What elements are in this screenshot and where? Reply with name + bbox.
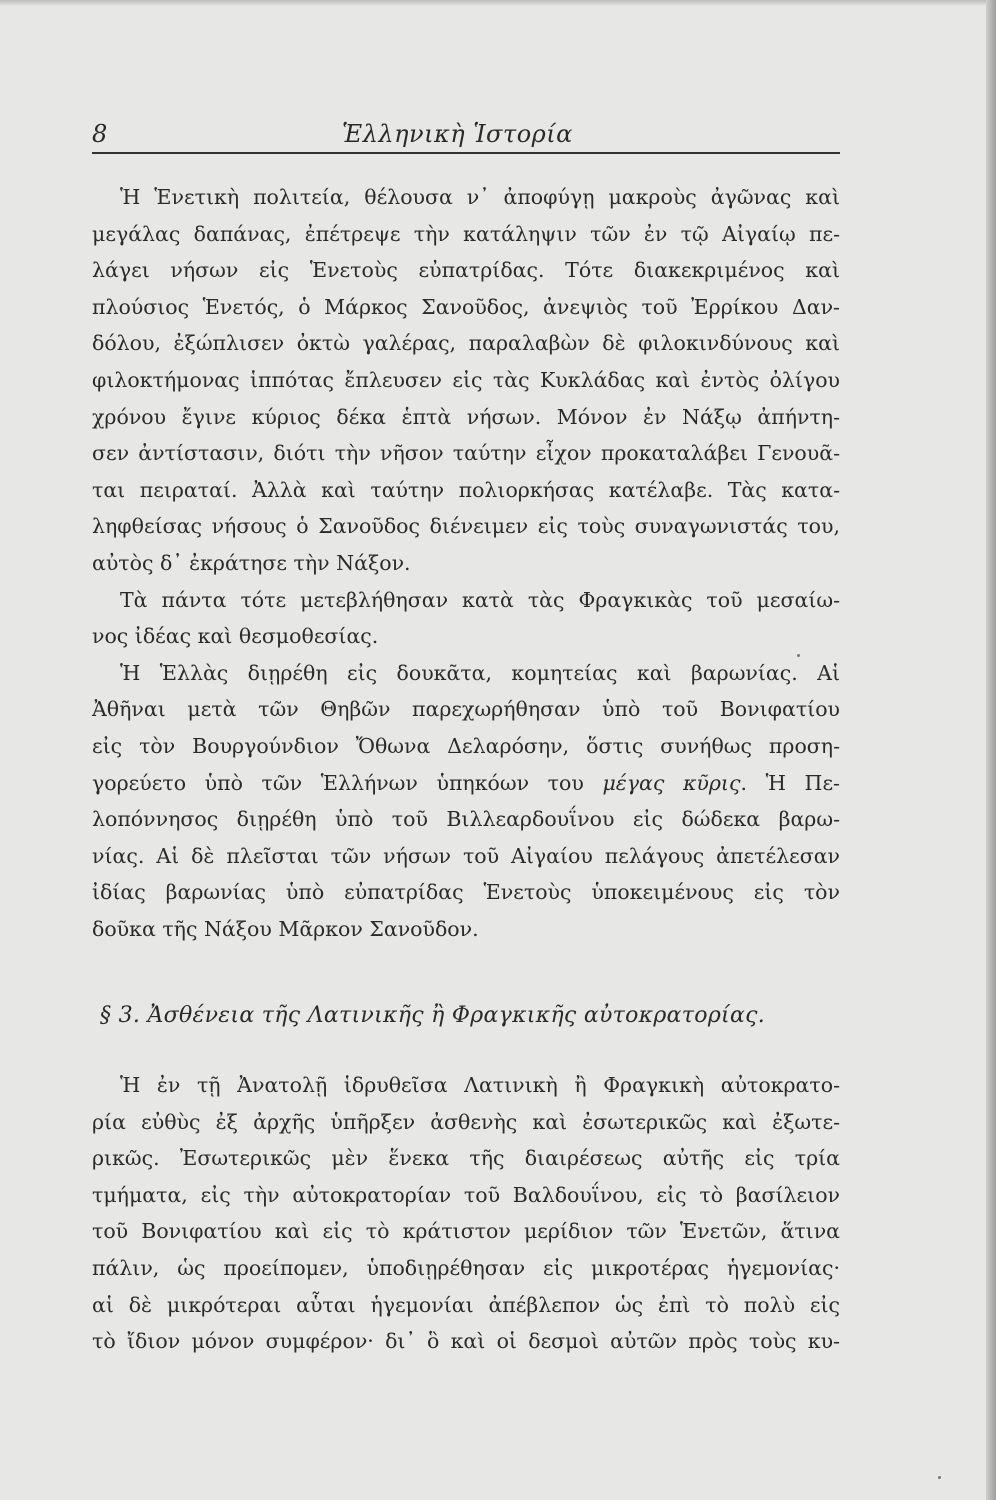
text-line: εἰς τὸν Βουργούνδιον Ὄθωνα Δελαρόσην, ὅστις συνήθως προση- bbox=[92, 733, 840, 758]
text-line: χρόνου ἔγινε κύριος δέκα ἑπτὰ νήσων. Μόνον ἐν Νάξῳ ἀπήντη- bbox=[92, 404, 840, 429]
text-line: τμήματα, εἰς τὴν αὐτοκρατορίαν τοῦ Βαλδουΐνου, εἰς τὸ βασίλειον bbox=[92, 1182, 840, 1207]
text-line: λάγει νήσων εἰς Ἑνετοὺς εὐπατρίδας. Τότε διακεκριμένος καὶ bbox=[92, 258, 840, 283]
text-line: Ἡ Ἑνετικὴ πολιτεία, θέλουσα ν᾽ ἀποφύγῃ μακροὺς ἀγῶνας καὶ bbox=[120, 185, 840, 209]
text-line: Ἀθῆναι μετὰ τῶν Θηβῶν παρεχωρήθησαν ὑπὸ τοῦ Βονιφατίου bbox=[92, 697, 840, 722]
page-edge-shadow bbox=[986, 0, 996, 1500]
page-number: 8 bbox=[92, 120, 108, 148]
text-line: αὐτὸς δ᾽ ἐκράτησε τὴν Νάξον. bbox=[92, 550, 411, 575]
text-line: λοπόννησος διῃρέθη ὑπὸ τοῦ Βιλλεαρδουΐνου εἰς δώδεκα βαρω- bbox=[92, 807, 840, 832]
text-line-start: γορεύετο ὑπὸ τῶν Ἑλλήνων ὑπηκόων του bbox=[92, 770, 603, 795]
text-line: πάλιν, ὡς προείπομεν, ὑποδιῃρέθησαν εἰς μικροτέρας ἡγεμονίας· bbox=[92, 1255, 840, 1280]
text-block-section-3 bbox=[92, 1067, 840, 1360]
text-line: φιλοκτήμονας ἱππότας ἔπλευσεν εἰς τὰς Κυκλάδας καὶ ἐντὸς ὀλίγου bbox=[92, 367, 840, 392]
italic-phrase: μέγας κῦρις bbox=[602, 770, 741, 795]
text-line: ληφθείσας νήσους ὁ Σανοῦδος διένειμεν εἰς τοὺς συναγωνιστάς του, bbox=[92, 514, 840, 539]
running-header bbox=[92, 116, 840, 152]
text-line: ρικῶς. Ἐσωτερικῶς μὲν ἕνεκα τῆς διαιρέσεως αὐτῆς εἰς τρία bbox=[92, 1146, 840, 1171]
running-title: Ἑλληνικὴ Ἱστορία bbox=[342, 120, 573, 148]
text-line: νος ἰδέας καὶ θεσμοθεσίας. bbox=[92, 624, 379, 649]
text-line: σεν ἀντίστασιν, διότι τὴν νῆσον ταύτην εἶχον προκαταλάβει Γενουᾶ- bbox=[92, 441, 840, 466]
paper-speck bbox=[938, 1476, 941, 1479]
text-line: Ἡ ἐν τῇ Ἀνατολῇ ἱδρυθεῖσα Λατινικὴ ἢ Φραγκικὴ αὐτοκρατο- bbox=[120, 1073, 840, 1097]
text-line: τὸ ἴδιον μόνον συμφέρον· δι᾽ ὃ καὶ οἱ δεσμοὶ αὐτῶν πρὸς τοὺς κυ- bbox=[92, 1329, 840, 1354]
page-top-shadow bbox=[0, 0, 996, 6]
section-heading: § 3. Ἀσθένεια τῆς Λατινικῆς ἢ Φραγκικῆς αὐτοκρατορίας. bbox=[100, 1003, 766, 1028]
paper-speck bbox=[797, 654, 800, 657]
text-line: τοῦ Βονιφατίου καὶ εἰς τὸ κράτιστον μερίδιον τῶν Ἑνετῶν, ἅτινα bbox=[92, 1219, 840, 1244]
text-line-end: . Ἡ Πε- bbox=[740, 770, 840, 795]
text-line: νίας. Αἱ δὲ πλεῖσται τῶν νήσων τοῦ Αἰγαίου πελάγους ἀπετέλεσαν bbox=[92, 843, 840, 868]
text-block-section-2 bbox=[92, 179, 840, 947]
text-line: ρία εὐθὺς ἐξ ἀρχῆς ὑπῆρξεν ἀσθενὴς καὶ ἐσωτερικῶς καὶ ἐξωτε- bbox=[92, 1109, 840, 1134]
text-line: Τὰ πάντα τότε μετεβλήθησαν κατὰ τὰς Φραγκικὰς τοῦ μεσαίω- bbox=[120, 587, 840, 612]
text-line: πλούσιος Ἑνετός, ὁ Μάρκος Σανοῦδος, ἀνεψιὸς τοῦ Ἐρρίκου Δαν- bbox=[92, 294, 840, 319]
text-line: δόλου, ἐξώπλισεν ὀκτὼ γαλέρας, παραλαβὼν δὲ φιλοκινδύνους καὶ bbox=[92, 331, 840, 356]
text-line: ἰδίας βαρωνίας ὑπὸ εὐπατρίδας Ἑνετοὺς ὑποκειμένους εἰς τὸν bbox=[92, 880, 840, 905]
text-line: μεγάλας δαπάνας, ἐπέτρεψε τὴν κατάληψιν τῶν ἐν τῷ Αἰγαίῳ πε- bbox=[92, 221, 840, 246]
header-rule bbox=[92, 152, 840, 154]
text-line: Ἡ Ἑλλὰς διῃρέθη εἰς δουκᾶτα, κομητείας καὶ βαρωνίας. Αἱ bbox=[120, 660, 840, 685]
text-line: δοῦκα τῆς Νάξου Μᾶρκον Σανοῦδον. bbox=[92, 916, 479, 941]
text-line: ται πειραταί. Ἀλλὰ καὶ ταύτην πολιορκήσας κατέλαβε. Τὰς κατα- bbox=[92, 477, 840, 502]
text-line-with-italic bbox=[92, 765, 840, 802]
text-line: αἱ δὲ μικρότεραι αὗται ἡγεμονίαι ἀπέβλεπον ὡς ἐπὶ τὸ πολὺ εἰς bbox=[92, 1292, 840, 1317]
